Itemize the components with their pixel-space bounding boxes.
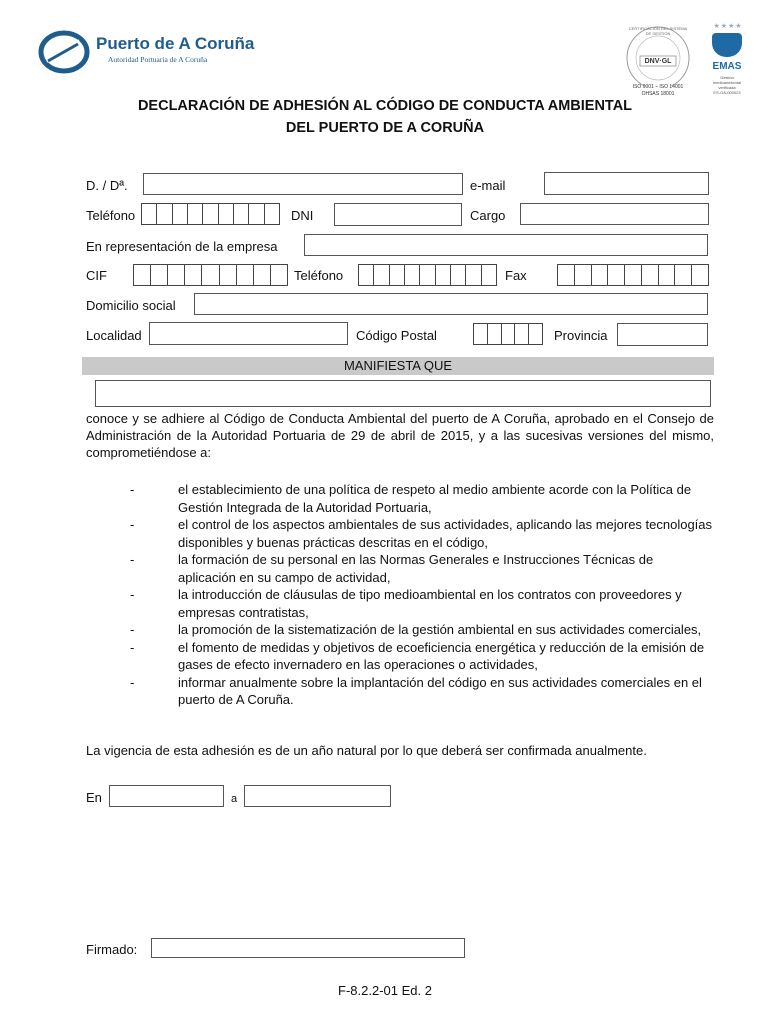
list-item (86, 639, 714, 674)
list-item (86, 516, 714, 551)
commitment-text: el fomento de medidas y objetivos de ecoeficiencia energética y reducción de la emisión de gases de efecto invernadero en las operaciones o actividades, (178, 639, 705, 672)
list-dash: - (130, 674, 135, 690)
domicilio-field[interactable] (194, 293, 708, 315)
commitment-text: la formación de su personal en las Normas Generales e Instrucciones Técnicas de aplicación en su campo de actividad, (178, 552, 654, 585)
firmado-field[interactable] (151, 938, 465, 958)
a-field[interactable] (244, 785, 391, 807)
list-dash: - (130, 552, 135, 567)
vigencia-text: La vigencia de esta adhesión es de un año natural por lo que deberá ser confirmada anualmente. (86, 743, 647, 758)
manifiesta-field[interactable] (95, 380, 711, 407)
document-title-line2: DEL PUERTO DE A CORUÑA (285, 120, 485, 136)
list-item (86, 674, 714, 709)
list-dash: - (130, 517, 135, 532)
dni-field[interactable] (334, 203, 462, 226)
port-logo (38, 30, 255, 74)
certification-ohsas: OHSAS 18001 (641, 91, 675, 97)
list-item (86, 586, 714, 621)
emas-sub2: medioambiental (712, 80, 742, 85)
commitment-text: la promoción de la sistematización de la gestión ambiental en sus actividades comerciales, (178, 622, 702, 637)
telefono-label: Teléfono (86, 208, 136, 223)
domicilio-label: Domicilio social (86, 298, 176, 313)
a-label: a (231, 793, 238, 805)
manifiesta-bar (82, 357, 714, 375)
telefono-cells[interactable] (141, 203, 280, 225)
cargo-label: Cargo (470, 208, 506, 223)
list-item (86, 551, 714, 586)
cif-cells[interactable] (133, 264, 288, 286)
localidad-label: Localidad (86, 328, 142, 343)
list-item (86, 481, 714, 516)
provincia-field[interactable] (617, 323, 708, 346)
telefono2-label: Teléfono (294, 268, 344, 283)
provincia-label: Provincia (554, 328, 608, 343)
emas-stars-icon: ★★★★ (713, 23, 743, 30)
list-dash: - (130, 482, 135, 497)
email-field[interactable] (544, 172, 709, 195)
emas-sub1: Gestión (720, 75, 734, 80)
manifiesta-label: MANIFIESTA QUE (343, 358, 453, 373)
list-dash: - (130, 587, 135, 602)
commitment-text: el control de los aspectos ambientales de sus actividades, aplicando las mejores tecnologías disponibles y buenas prácticas descritas en el código, (178, 517, 713, 550)
codigo-postal-cells[interactable] (473, 323, 543, 345)
commitment-text: informar anualmente sobre la implantación del código en sus actividades comerciales en el puerto de A Coruña. (178, 674, 702, 707)
localidad-field[interactable] (149, 322, 348, 345)
certification-brand: DNV·GL (644, 58, 672, 65)
commitments-list (86, 481, 714, 709)
codigo-postal-label: Código Postal (356, 328, 437, 343)
list-item (86, 621, 714, 639)
en-field[interactable] (109, 785, 224, 807)
firmado-label: Firmado: (86, 942, 138, 957)
cargo-field[interactable] (520, 203, 709, 225)
commitment-text: la introducción de cláusulas de tipo medioambiental en los contratos con proveedores y empresas contratistas, (178, 587, 682, 620)
don-label: D. / Dª. (86, 178, 128, 193)
emas-mark-icon (712, 33, 742, 57)
certification-iso: ISO 9001 – ISO 14001 (632, 84, 684, 90)
don-field[interactable] (143, 173, 463, 195)
emas-logo (702, 22, 752, 102)
en-label: En (86, 790, 102, 805)
representacion-label: En representación de la empresa (86, 239, 278, 254)
representacion-field[interactable] (304, 234, 708, 256)
intro-paragraph: conoce y se adhiere al Código de Conducta Ambiental del puerto de A Coruña, aprobado en el Consejo de Administración de la Autoridad Portuaria de 29 de abril de 2015, y a las sucesivas versiones del mismo, comprometiéndose a: (86, 411, 714, 460)
footer-code: F-8.2.2-01 Ed. 2 (338, 983, 432, 998)
port-logo-subtitle: Autoridad Portuaria de A Coruña (108, 55, 208, 64)
email-label: e-mail (470, 178, 506, 193)
fax-label: Fax (505, 268, 527, 283)
list-dash: - (130, 622, 135, 637)
port-logo-icon (38, 30, 90, 74)
emas-label: EMAS (712, 61, 742, 72)
certification-ring-text: CERTIFICACIÓN DEL SISTEMA DE GESTIÓN (628, 26, 688, 36)
dni-label: DNI (291, 208, 314, 223)
telefono2-cells[interactable] (358, 264, 497, 286)
document-title-line1: DECLARACIÓN DE ADHESIÓN AL CÓDIGO DE CONDUCTA AMBIENTAL (137, 98, 633, 114)
commitment-text: el establecimiento de una política de respeto al medio ambiente acorde con la Política de Gestión Integrada de la Autoridad Portuaria, (178, 482, 692, 515)
emas-code: ES-GA-000023 (713, 90, 741, 95)
port-logo-name: Puerto de A Coruña (96, 34, 255, 53)
certification-seal (616, 20, 700, 100)
list-dash: - (130, 639, 135, 655)
fax-cells[interactable] (557, 264, 709, 286)
emas-sub3: verificada (718, 85, 736, 90)
cif-label: CIF (86, 268, 107, 283)
